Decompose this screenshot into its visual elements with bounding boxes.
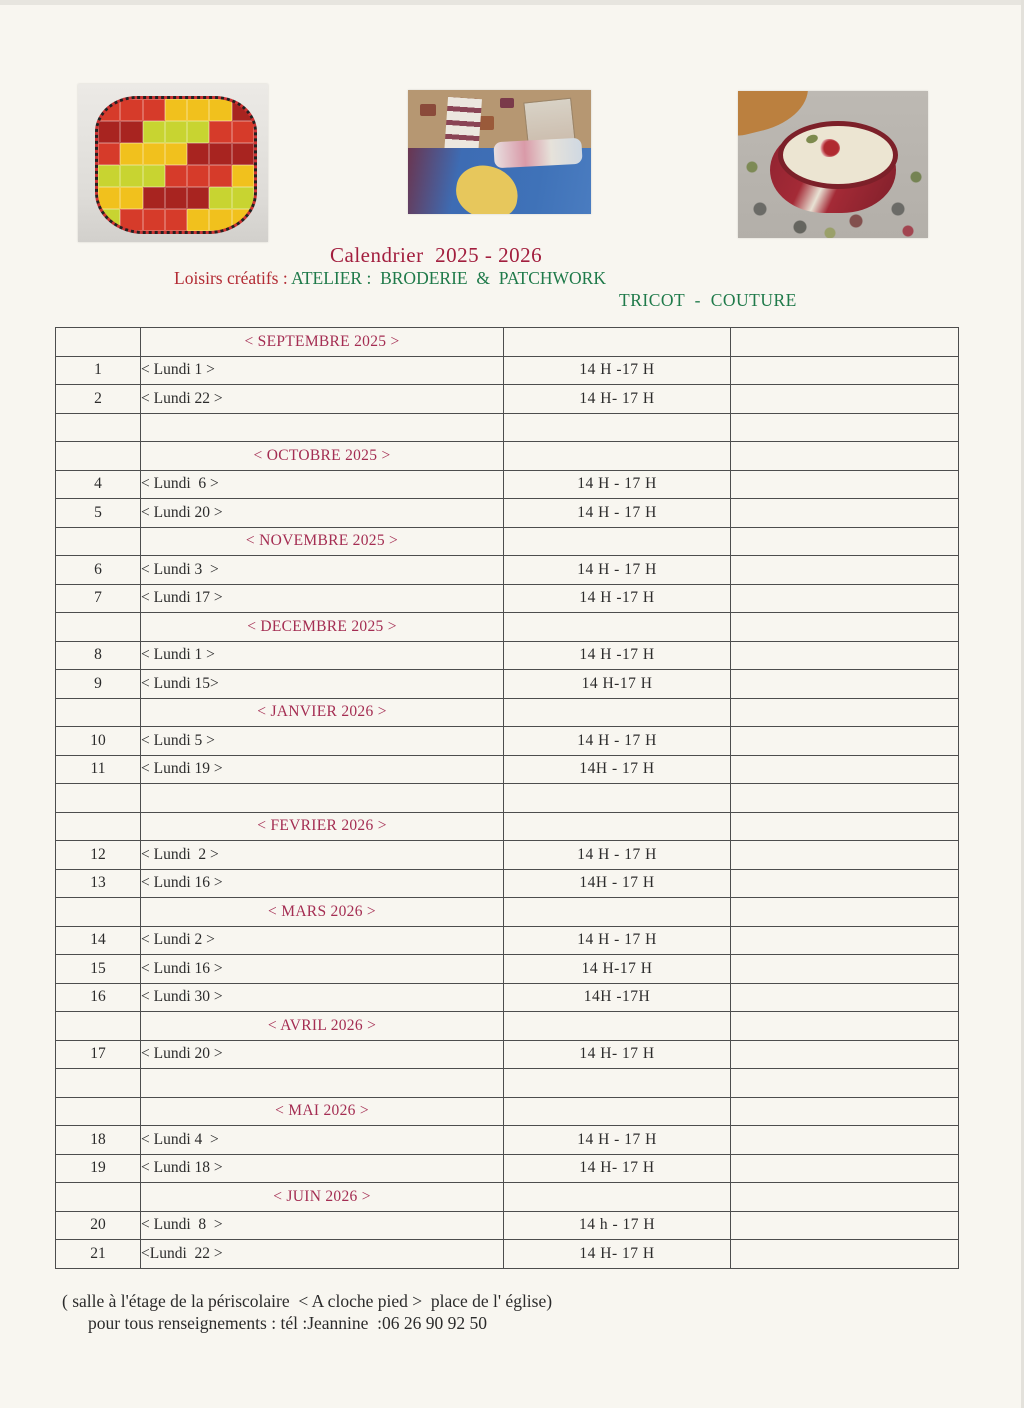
notes-cell bbox=[731, 556, 959, 585]
session-number-cell: 12 bbox=[56, 841, 141, 870]
session-date-cell: < Lundi 4 > bbox=[141, 1126, 504, 1155]
notes-cell bbox=[731, 1040, 959, 1069]
session-time-cell bbox=[504, 1069, 731, 1098]
session-number-cell bbox=[56, 698, 141, 727]
session-number-cell bbox=[56, 328, 141, 357]
pillow-patch bbox=[187, 143, 209, 165]
session-row bbox=[56, 1154, 959, 1183]
empty-row bbox=[56, 784, 959, 813]
notes-cell bbox=[731, 841, 959, 870]
session-time-cell bbox=[504, 527, 731, 556]
pillow-patch bbox=[98, 187, 120, 209]
session-date-cell: < JUIN 2026 > bbox=[141, 1183, 504, 1212]
session-time-cell: 14 H- 17 H bbox=[504, 1154, 731, 1183]
pillow-patch bbox=[209, 165, 231, 187]
session-number-cell: 8 bbox=[56, 641, 141, 670]
session-number-cell: 10 bbox=[56, 727, 141, 756]
pillow-patch bbox=[165, 187, 187, 209]
session-number-cell bbox=[56, 898, 141, 927]
session-row bbox=[56, 1240, 959, 1269]
calendar-table-body bbox=[56, 328, 959, 1269]
pillow-patch bbox=[120, 165, 142, 187]
empty-row bbox=[56, 1069, 959, 1098]
session-time-cell: 14H - 17 H bbox=[504, 755, 731, 784]
basket-embroidery-flower-graphic bbox=[818, 139, 840, 157]
notes-cell bbox=[731, 470, 959, 499]
notes-cell bbox=[731, 385, 959, 414]
session-date-cell: < Lundi 5 > bbox=[141, 727, 504, 756]
session-date-cell bbox=[141, 413, 504, 442]
session-number-cell bbox=[56, 442, 141, 471]
notes-cell bbox=[731, 812, 959, 841]
session-date-cell: < Lundi 1 > bbox=[141, 356, 504, 385]
session-date-cell: < Lundi 8 > bbox=[141, 1211, 504, 1240]
pillow-patch bbox=[98, 99, 120, 121]
pillow-patch bbox=[232, 121, 254, 143]
session-time-cell bbox=[504, 328, 731, 357]
pillow-patch bbox=[187, 187, 209, 209]
pillow-patch bbox=[187, 99, 209, 121]
session-time-cell: 14 H - 17 H bbox=[504, 499, 731, 528]
pillow-patch bbox=[232, 99, 254, 121]
notes-cell bbox=[731, 755, 959, 784]
notes-cell bbox=[731, 869, 959, 898]
page-subtitle bbox=[174, 268, 606, 289]
session-date-cell: <Lundi 22 > bbox=[141, 1240, 504, 1269]
session-row bbox=[56, 556, 959, 585]
session-time-cell: 14 H - 17 H bbox=[504, 841, 731, 870]
session-number-cell bbox=[56, 812, 141, 841]
session-time-cell bbox=[504, 898, 731, 927]
pillow-patch bbox=[143, 165, 165, 187]
notes-cell bbox=[731, 983, 959, 1012]
notes-cell bbox=[731, 442, 959, 471]
session-date-cell: < MAI 2026 > bbox=[141, 1097, 504, 1126]
session-number-cell bbox=[56, 1183, 141, 1212]
page-subtitle-2: TRICOT - COUTURE bbox=[619, 290, 797, 310]
session-row bbox=[56, 727, 959, 756]
pillow-patch bbox=[165, 121, 187, 143]
pillow-patch bbox=[98, 209, 120, 231]
session-time-cell bbox=[504, 442, 731, 471]
session-number-cell: 16 bbox=[56, 983, 141, 1012]
month-header-row bbox=[56, 527, 959, 556]
session-number-cell bbox=[56, 413, 141, 442]
session-date-cell: < FEVRIER 2026 > bbox=[141, 812, 504, 841]
session-row bbox=[56, 470, 959, 499]
footer-location-note: ( salle à l'étage de la périscolaire < A cloche pied > place de l' église) bbox=[62, 1291, 553, 1311]
patchwork-cushion-photo bbox=[78, 84, 268, 242]
session-time-cell bbox=[504, 1012, 731, 1041]
session-row bbox=[56, 641, 959, 670]
session-date-cell: < Lundi 19 > bbox=[141, 755, 504, 784]
session-number-cell: 19 bbox=[56, 1154, 141, 1183]
session-time-cell bbox=[504, 613, 731, 642]
session-date-cell: < AVRIL 2026 > bbox=[141, 1012, 504, 1041]
session-date-cell: < Lundi 16 > bbox=[141, 869, 504, 898]
session-number-cell: 4 bbox=[56, 470, 141, 499]
session-time-cell bbox=[504, 1183, 731, 1212]
notes-cell bbox=[731, 1126, 959, 1155]
session-number-cell bbox=[56, 613, 141, 642]
footer-contact-note: pour tous renseignements : tél :Jeannine :06 26 90 92 50 bbox=[88, 1313, 488, 1333]
pillow-patch bbox=[98, 143, 120, 165]
session-number-cell: 7 bbox=[56, 584, 141, 613]
session-date-cell: < Lundi 15> bbox=[141, 670, 504, 699]
notes-cell bbox=[731, 1012, 959, 1041]
session-date-cell: < Lundi 16 > bbox=[141, 955, 504, 984]
pillow-patch bbox=[143, 187, 165, 209]
session-time-cell: 14 H -17 H bbox=[504, 584, 731, 613]
pillow-patch bbox=[120, 187, 142, 209]
session-time-cell bbox=[504, 1097, 731, 1126]
session-number-cell: 17 bbox=[56, 1040, 141, 1069]
wall-item-graphic bbox=[500, 98, 514, 108]
session-row bbox=[56, 983, 959, 1012]
scan-artifact-top bbox=[0, 0, 1024, 5]
notes-cell bbox=[731, 955, 959, 984]
session-time-cell bbox=[504, 698, 731, 727]
patchwork-pillow-graphic bbox=[95, 96, 257, 234]
pillow-patch bbox=[120, 99, 142, 121]
month-header-row bbox=[56, 812, 959, 841]
session-row bbox=[56, 926, 959, 955]
wall-item-graphic bbox=[420, 104, 436, 116]
notes-cell bbox=[731, 328, 959, 357]
basket-lid-graphic bbox=[778, 121, 898, 189]
pillow-patch bbox=[209, 99, 231, 121]
pillow-patch bbox=[165, 165, 187, 187]
session-date-cell: < Lundi 17 > bbox=[141, 584, 504, 613]
notes-cell bbox=[731, 727, 959, 756]
session-date-cell: < Lundi 18 > bbox=[141, 1154, 504, 1183]
notes-cell bbox=[731, 926, 959, 955]
notes-cell bbox=[731, 641, 959, 670]
pillow-patch bbox=[232, 209, 254, 231]
session-date-cell: < Lundi 2 > bbox=[141, 841, 504, 870]
month-header-row bbox=[56, 1097, 959, 1126]
notes-cell bbox=[731, 1097, 959, 1126]
session-time-cell: 14 H- 17 H bbox=[504, 1240, 731, 1269]
pillow-patch bbox=[209, 187, 231, 209]
session-row bbox=[56, 356, 959, 385]
month-header-row bbox=[56, 1012, 959, 1041]
session-date-cell: < Lundi 30 > bbox=[141, 983, 504, 1012]
pillow-patch bbox=[120, 121, 142, 143]
subtitle-green-part: ATELIER : BRODERIE & PATCHWORK bbox=[291, 268, 606, 288]
session-time-cell: 14H -17H bbox=[504, 983, 731, 1012]
session-row bbox=[56, 584, 959, 613]
pillow-patch bbox=[187, 121, 209, 143]
session-row bbox=[56, 499, 959, 528]
session-date-cell: < NOVEMBRE 2025 > bbox=[141, 527, 504, 556]
session-time-cell: 14 H-17 H bbox=[504, 955, 731, 984]
session-row bbox=[56, 755, 959, 784]
notes-cell bbox=[731, 1240, 959, 1269]
session-time-cell bbox=[504, 784, 731, 813]
notes-cell bbox=[731, 613, 959, 642]
notes-cell bbox=[731, 1211, 959, 1240]
pillow-patch bbox=[187, 209, 209, 231]
notes-cell bbox=[731, 356, 959, 385]
session-time-cell: 14 H - 17 H bbox=[504, 1126, 731, 1155]
session-time-cell: 14 H - 17 H bbox=[504, 727, 731, 756]
session-time-cell: 14 h - 17 H bbox=[504, 1211, 731, 1240]
session-number-cell: 14 bbox=[56, 926, 141, 955]
notes-cell bbox=[731, 584, 959, 613]
notes-cell bbox=[731, 1183, 959, 1212]
session-time-cell: 14 H - 17 H bbox=[504, 556, 731, 585]
pillow-patch bbox=[120, 143, 142, 165]
session-date-cell bbox=[141, 1069, 504, 1098]
session-row bbox=[56, 869, 959, 898]
session-time-cell: 14 H - 17 H bbox=[504, 470, 731, 499]
session-time-cell: 14 H -17 H bbox=[504, 641, 731, 670]
session-date-cell: < Lundi 1 > bbox=[141, 641, 504, 670]
page-title: Calendrier 2025 - 2026 bbox=[330, 243, 543, 267]
session-number-cell bbox=[56, 527, 141, 556]
pillow-patch bbox=[98, 165, 120, 187]
session-row bbox=[56, 385, 959, 414]
fabric-basket-photo bbox=[738, 91, 928, 238]
session-number-cell bbox=[56, 784, 141, 813]
session-date-cell: < Lundi 20 > bbox=[141, 1040, 504, 1069]
sewing-workshop-photo bbox=[408, 90, 591, 214]
pillow-patch bbox=[120, 209, 142, 231]
pillow-patch bbox=[165, 209, 187, 231]
session-row bbox=[56, 1126, 959, 1155]
session-number-cell bbox=[56, 1069, 141, 1098]
pillow-patch bbox=[143, 143, 165, 165]
session-number-cell bbox=[56, 1097, 141, 1126]
month-header-row bbox=[56, 442, 959, 471]
pillow-patch bbox=[98, 121, 120, 143]
session-number-cell: 6 bbox=[56, 556, 141, 585]
pillow-patch bbox=[209, 143, 231, 165]
session-date-cell: < Lundi 22 > bbox=[141, 385, 504, 414]
subtitle-red-part: Loisirs créatifs : bbox=[174, 268, 292, 288]
session-date-cell: < Lundi 6 > bbox=[141, 470, 504, 499]
session-time-cell bbox=[504, 812, 731, 841]
session-time-cell: 14 H -17 H bbox=[504, 356, 731, 385]
session-date-cell bbox=[141, 784, 504, 813]
month-header-row bbox=[56, 1183, 959, 1212]
session-number-cell: 13 bbox=[56, 869, 141, 898]
session-date-cell: < Lundi 3 > bbox=[141, 556, 504, 585]
pillow-patch bbox=[209, 121, 231, 143]
notes-cell bbox=[731, 1069, 959, 1098]
session-number-cell: 21 bbox=[56, 1240, 141, 1269]
notes-cell bbox=[731, 499, 959, 528]
session-number-cell: 18 bbox=[56, 1126, 141, 1155]
pillow-patch bbox=[232, 187, 254, 209]
session-number-cell: 1 bbox=[56, 356, 141, 385]
session-date-cell: < Lundi 20 > bbox=[141, 499, 504, 528]
notes-cell bbox=[731, 527, 959, 556]
session-time-cell: 14 H- 17 H bbox=[504, 385, 731, 414]
calendar-table bbox=[55, 327, 959, 1269]
session-number-cell: 2 bbox=[56, 385, 141, 414]
pillow-patch bbox=[165, 99, 187, 121]
notes-cell bbox=[731, 670, 959, 699]
session-time-cell: 14H - 17 H bbox=[504, 869, 731, 898]
session-time-cell bbox=[504, 413, 731, 442]
pillow-patch bbox=[143, 209, 165, 231]
session-number-cell: 9 bbox=[56, 670, 141, 699]
fabric-pile-graphic bbox=[493, 138, 582, 169]
month-header-row bbox=[56, 698, 959, 727]
session-row bbox=[56, 1211, 959, 1240]
session-row bbox=[56, 1040, 959, 1069]
session-number-cell: 5 bbox=[56, 499, 141, 528]
month-header-row bbox=[56, 898, 959, 927]
session-date-cell: < OCTOBRE 2025 > bbox=[141, 442, 504, 471]
month-header-row bbox=[56, 613, 959, 642]
session-number-cell bbox=[56, 1012, 141, 1041]
pillow-patch bbox=[143, 99, 165, 121]
pillow-patch bbox=[209, 209, 231, 231]
notes-cell bbox=[731, 784, 959, 813]
session-number-cell: 15 bbox=[56, 955, 141, 984]
session-time-cell: 14 H- 17 H bbox=[504, 1040, 731, 1069]
session-date-cell: < JANVIER 2026 > bbox=[141, 698, 504, 727]
session-date-cell: < MARS 2026 > bbox=[141, 898, 504, 927]
pillow-patch bbox=[232, 165, 254, 187]
session-date-cell: < DECEMBRE 2025 > bbox=[141, 613, 504, 642]
session-row bbox=[56, 841, 959, 870]
session-time-cell: 14 H-17 H bbox=[504, 670, 731, 699]
session-row bbox=[56, 670, 959, 699]
notes-cell bbox=[731, 698, 959, 727]
session-number-cell: 20 bbox=[56, 1211, 141, 1240]
pillow-patch bbox=[165, 143, 187, 165]
session-row bbox=[56, 955, 959, 984]
pillow-patch bbox=[143, 121, 165, 143]
empty-row bbox=[56, 413, 959, 442]
pillow-patch bbox=[187, 165, 209, 187]
session-number-cell: 11 bbox=[56, 755, 141, 784]
month-header-row bbox=[56, 328, 959, 357]
session-time-cell: 14 H - 17 H bbox=[504, 926, 731, 955]
notes-cell bbox=[731, 1154, 959, 1183]
notes-cell bbox=[731, 413, 959, 442]
session-date-cell: < SEPTEMBRE 2025 > bbox=[141, 328, 504, 357]
notes-cell bbox=[731, 898, 959, 927]
pillow-patch bbox=[232, 143, 254, 165]
session-date-cell: < Lundi 2 > bbox=[141, 926, 504, 955]
